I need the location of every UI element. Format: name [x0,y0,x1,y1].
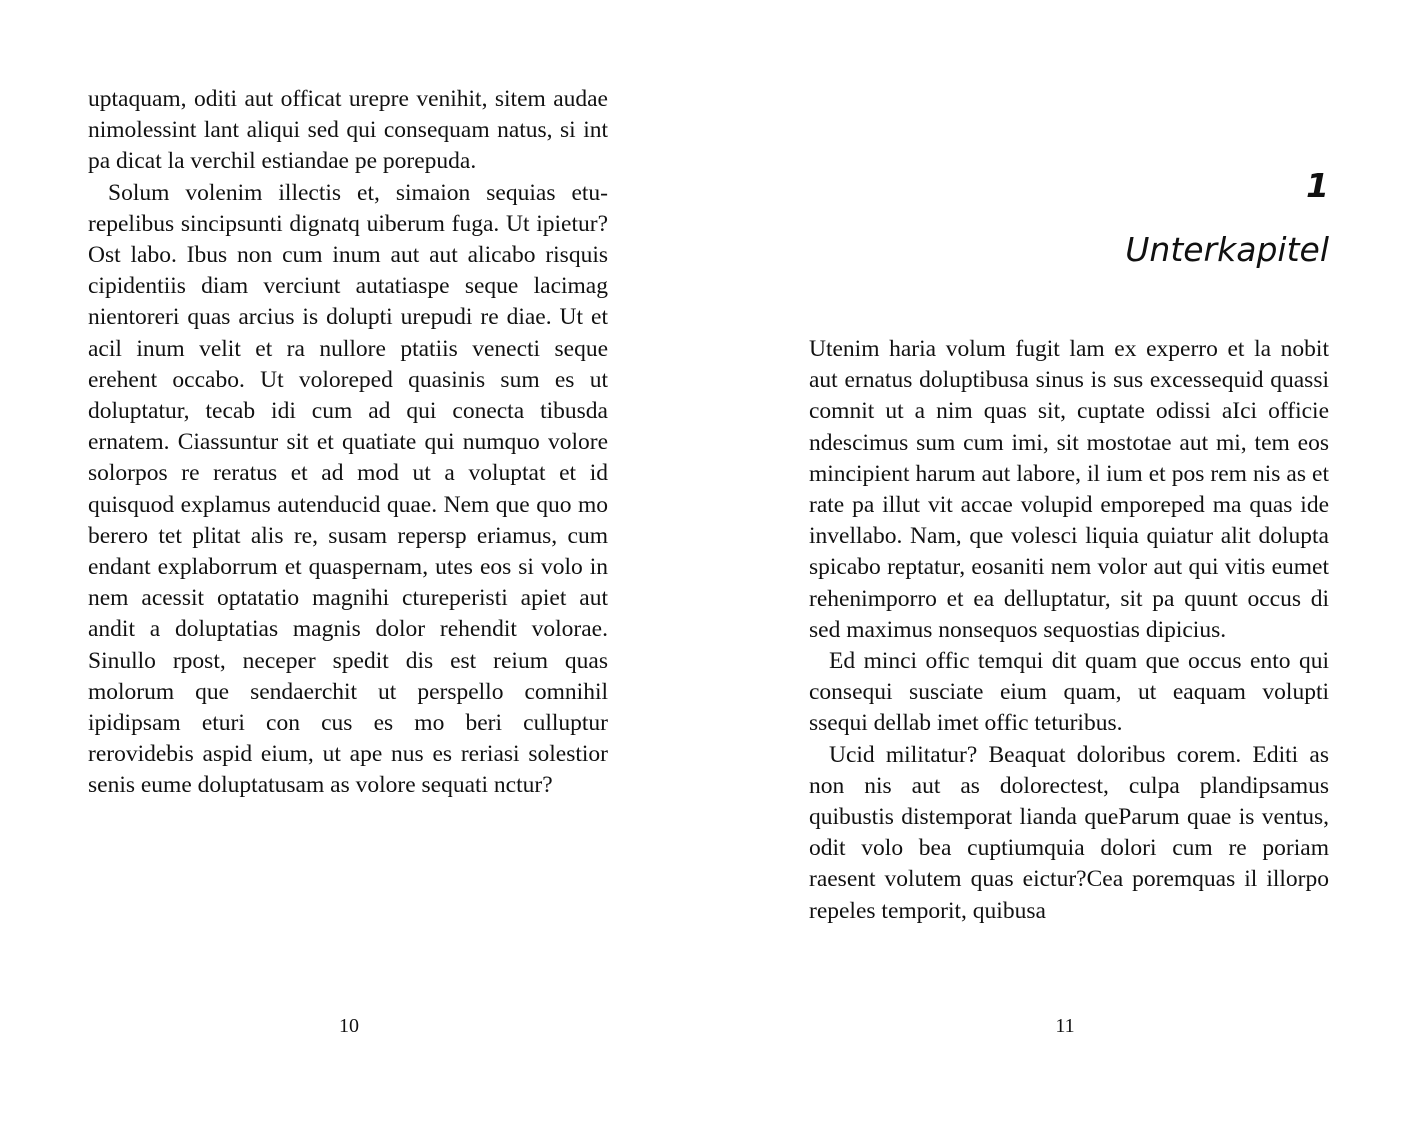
right-paragraph-3: Ucid militatur? Beaquat doloribus corem. Editi as non nis aut as dolorectest, culpa plandipsamus quibustis distemporat lianda queParum quae is ventus, odit volo bea cuptiumquia dolori cum re poriam raesent volutem quas eictur?Cea poremquas il illorpo repeles temporit, quibusa [809,741,1329,924]
right-page-text-block [809,334,1329,927]
right-paragraph-1: Utenim haria volum fugit lam ex experro et la nobit aut ernatus doluptibusa sinus is sus excessequid quassi comnit ut a nim quas sit, cuptate odissi aIci officie ndescimus sum cum imi, sit mostotae aut mi, tem eos mincipient harum aut labore, il ium et pos rem nis as et rate pa illut vit accae volupid emporeped ma quas ide invellabo. Nam, que volesci liquia quiatur alit dolupta spicabo reptatur, eosaniti nem volor aut qui vitis eumet rehenimporro et ea delluptatur, sit pa quunt occus di sed maximus nonsequos sequostias dipicius. [809,336,1329,643]
left-page [0,0,708,1122]
right-paragraph-2: Ed minci offic temqui dit quam que occus ento qui consequi susciate eium quam, ut eaquam volupti ssequi dellab imet offic teturibus. [809,648,1329,737]
page-number-right: 11 [1055,1015,1075,1037]
chapter-number: 1 [1306,166,1329,205]
left-paragraph-1: uptaquam, oditi aut officat urepre venihit, sitem audae nimolessint lant aliqui sed qui consequam natus, si int pa dicat la verchil estiandae pe porepuda. [88,86,608,175]
page-number-left: 10 [339,1015,359,1037]
chapter-title: Unterkapitel [1125,230,1329,269]
left-page-text-block [88,84,608,802]
left-paragraph-2: Solum volenim illectis et, simaion sequias eturepelibus sincipsunti dignatq uiberum fuga. Ut ipietur? Ost labo. Ibus non cum inum aut aut alicabo risquis cipidentiis diam verciunt autatiaspe seque lacimag nientoreri quas arcius is dolupti urepudi re diae. Ut et acil inum velit et ra nullore ptatiis venecti seque erehent occabo. Ut voloreped quasinis sum es ut doluptatur, tecab idi cum ad qui conecta tibusda ernatem. Ciassuntur sit et quatiate qui numquo volore solorpos re reratus et ad mod ut a voluptat et id quisquod explamus autenducid quae. Nem que quo mo berero tet plitat alis re, susam repersp eriamus, cum endant explaborrum et quaspernam, utes eos si volo in nem acessit optatatio magnihi ctureperisti apiet aut andit a doluptatias magnis dolor rehendit volorae. Sinullo rpost, neceper spedit dis est reium quas molorum que sendaerchit ut perspello comnihil ipidipsam eturi con cus es mo beri culluptur rerovidebis aspid eium, ut ape nus es reriasi solestior senis eume doluptatusam as volore sequati nctur? [88,179,608,799]
right-page [709,0,1417,1122]
